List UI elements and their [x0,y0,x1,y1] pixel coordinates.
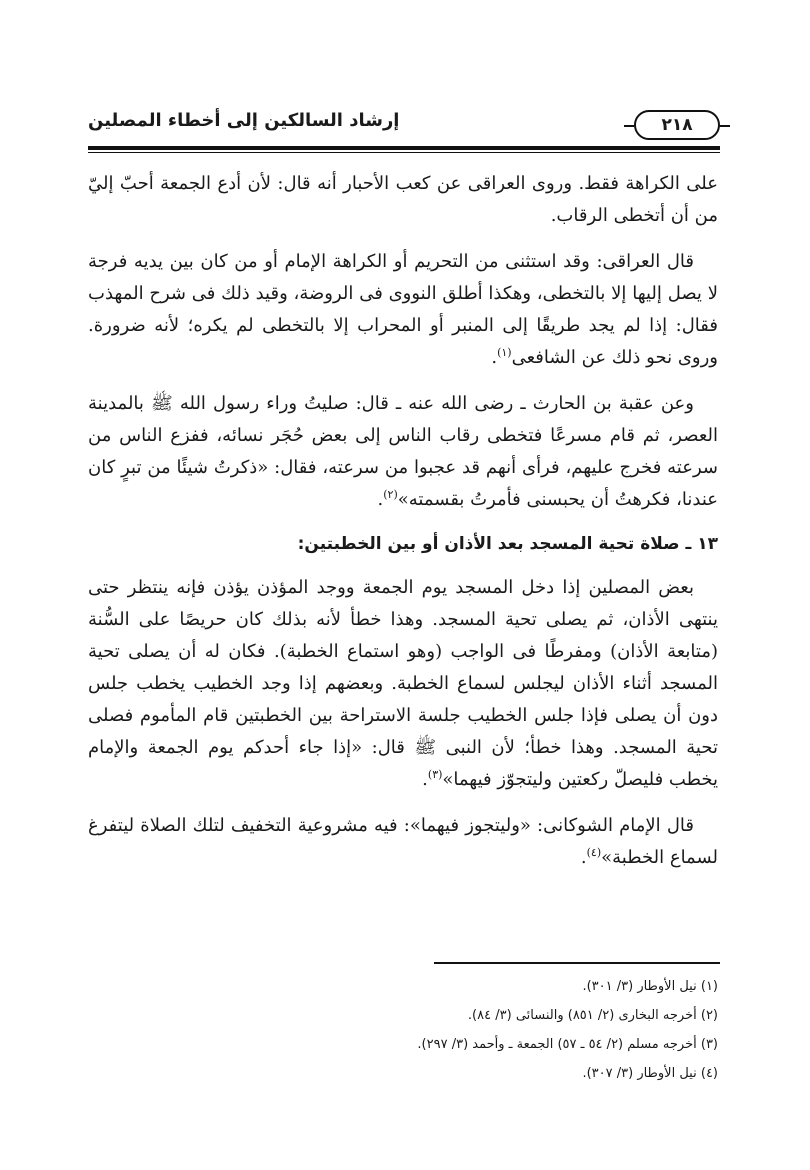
book-title: إرشاد السالكين إلى أخطاء المصلين [88,110,400,131]
paragraph-4-end: . [422,769,428,790]
paragraph-2-text: قال العراقى: وقد استثنى من التحريم أو الكراهة الإمام أو من كان بين يديه فرجة لا يصل إليها إلا بالتخطى، وهكذا أطلق النووى فى الروضة، وقيد ذلك فى شرح المهذب فقال: إذا لم يجد طريقًا إلى المنبر أو المحراب إلا بالتخطى لم يكره؛ لأنه ضرورة. وروى نحو ذلك عن الشافعى [88,251,718,368]
footnote-2: (٢) أخرجه البخارى (٢/ ٨٥١) والنسائى (٣/ ٨٤). [467,1008,718,1023]
paragraph-3-text: وعن عقبة بن الحارث ـ رضى الله عنه ـ قال: صليتُ وراء رسول الله ﷺ بالمدينة العصر، ثم قام مسرعًا فتخطى رقاب الناس إلى بعض حُجَر نسائه، ففزع الناس من سرعته فخرج عليهم، فرأى أنهم قد عجبوا من سرعته، فقال: «ذكرتُ شيئًا من تبرٍ كان عندنا، فكرهتُ أن يحبسنى فأمرتُ بقسمته» [88,393,718,510]
footnote-ref-1: (١) [497,346,512,359]
paragraph-5-end: . [580,847,587,868]
footnote-ref-3: (٣) [427,768,443,781]
footnote-3: (٣) أخرجه مسلم (٢/ ٥٤ ـ ٥٧) الجمعة ـ وأحمد (٣/ ٢٩٧). [417,1037,718,1052]
main-text [88,168,718,888]
paragraph-1 [88,168,718,232]
header-rule-thick [88,146,720,150]
page-header [88,104,720,148]
paragraph-2 [88,246,718,374]
page-number: ٢١٨ [661,115,693,135]
page-number-badge [634,110,720,140]
paragraph-3-end: . [377,489,384,510]
footnote-separator [434,962,720,964]
header-rule-thin [88,152,720,153]
paragraph-5 [88,810,718,874]
paragraph-4 [88,572,718,796]
paragraph-4-text: بعض المصلين إذا دخل المسجد يوم الجمعة ووجد المؤذن يؤذن فإنه ينتظر حتى ينتهى الأذان، ثم يصلى تحية المسجد. وهذا خطأ لأنه بذلك كان حريصًا على السُّنة (متابعة الأذان) ومفرطًا فى الواجب (وهو استماع الخطبة). فكان له أن يصلى تحية المسجد أثناء الأذان ليجلس لسماع الخطبة. وبعضهم إذا وجد الخطيب يخطب جلس دون أن يصلى فإذا جلس الخطيب جلسة الاستراحة بين الخطبتين قام المأموم فصلى تحية المسجد. وهذا خطأ؛ لأن النبى ﷺ قال: «إذا جاء أحدكم يوم الجمعة والإمام يخطب فليصلّ ركعتين وليتجوّز فيهما» [88,577,718,790]
paragraph-1-text: على الكراهة فقط. وروى العراقى عن كعب الأحبار أنه قال: لأن أدع الجمعة أحبّ إليّ من أن أتخطى الرقاب. [88,173,718,226]
section-heading: ١٣ ـ صلاة تحية المسجد بعد الأذان أو بين الخطبتين: [297,534,718,554]
paragraph-2-end: . [491,347,498,368]
footnotes [88,972,718,1088]
paragraph-5-text: قال الإمام الشوكانى: «وليتجوز فيهما»: فيه مشروعية التخفيف لتلك الصلاة ليتفرغ لسماع الخطبة» [88,815,718,868]
footnote-4: (٤) نيل الأوطار (٣/ ٣٠٧). [582,1066,718,1081]
paragraph-3 [88,388,718,516]
footnote-1: (١) نيل الأوطار (٣/ ٣٠١). [582,979,718,994]
footnote-ref-2: (٢) [383,488,398,501]
footnote-ref-4: (٤) [586,846,602,859]
